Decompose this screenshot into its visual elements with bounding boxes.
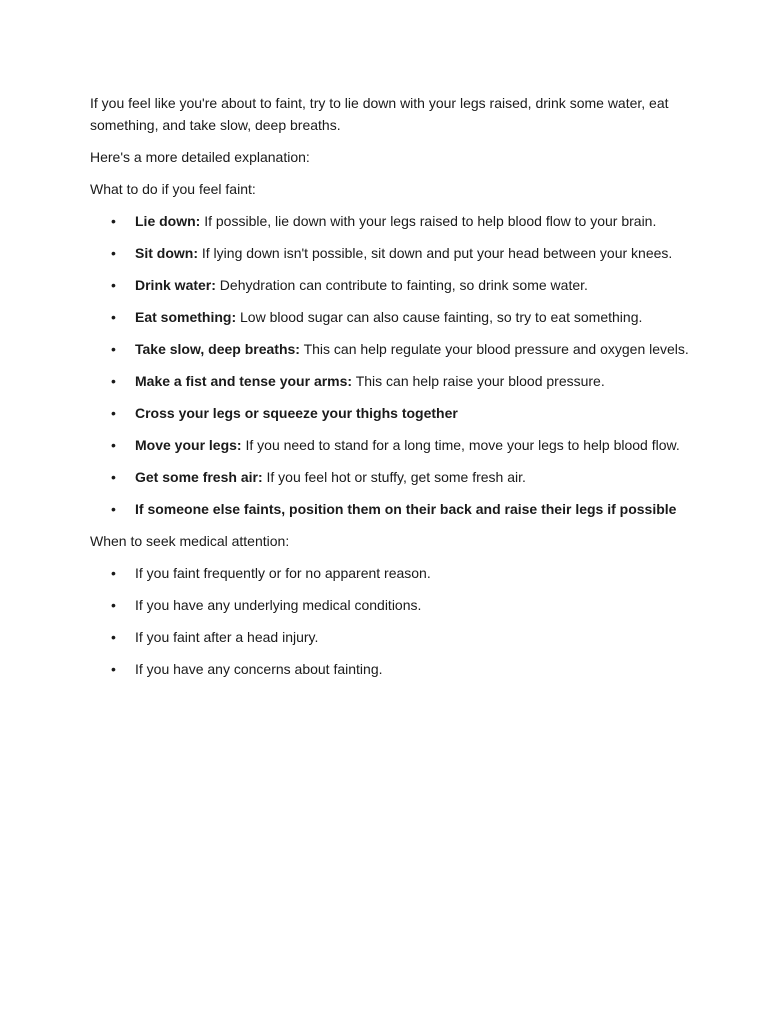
- bullet-icon: •: [111, 245, 116, 261]
- bullet-icon: •: [111, 309, 116, 325]
- bullet-icon: •: [111, 437, 116, 453]
- medical-section-heading: When to seek medical attention:: [90, 533, 290, 549]
- list-item: [90, 498, 690, 520]
- list-item: [90, 594, 690, 616]
- bullet-icon: •: [111, 501, 116, 517]
- intro-paragraph: If you feel like you're about to faint, try to lie down with your legs raised, drink some water, eat something, and take slow, deep breaths.: [90, 95, 669, 133]
- bullet-icon: •: [111, 661, 116, 677]
- item-term: Cross your legs or squeeze your thighs together: [135, 405, 458, 421]
- item-text: If you need to stand for a long time, move your legs to help blood flow.: [241, 437, 680, 453]
- bullet-icon: •: [111, 277, 116, 293]
- item-term: Take slow, deep breaths:: [135, 341, 300, 357]
- item-text: Dehydration can contribute to fainting, so drink some water.: [215, 277, 588, 293]
- list-item: [90, 242, 690, 264]
- item-text: If lying down isn't possible, sit down and put your head between your knees.: [198, 245, 673, 261]
- item-text: If you feel hot or stuffy, get some fresh air.: [262, 469, 526, 485]
- list-item: [90, 562, 690, 584]
- item-text: Low blood sugar can also cause fainting, so try to eat something.: [236, 309, 643, 325]
- item-text: This can help regulate your blood pressure and oxygen levels.: [299, 341, 689, 357]
- item-text: This can help raise your blood pressure.: [352, 373, 605, 389]
- item-text: If possible, lie down with your legs raised to help blood flow to your brain.: [200, 213, 657, 229]
- bullet-icon: •: [111, 469, 116, 485]
- item-term: Get some fresh air:: [135, 469, 263, 485]
- list-item: [90, 306, 690, 328]
- item-text: If you have any concerns about fainting.: [135, 661, 383, 677]
- item-term: Sit down:: [135, 245, 198, 261]
- list-item: [90, 626, 690, 648]
- bullet-icon: •: [111, 565, 116, 581]
- bullet-icon: •: [111, 629, 116, 645]
- document-page: [90, 92, 690, 690]
- bullet-icon: •: [111, 213, 116, 229]
- list-item: [90, 210, 690, 232]
- bullet-icon: •: [111, 597, 116, 613]
- item-text: If you faint after a head injury.: [135, 629, 319, 645]
- explanation-heading: Here's a more detailed explanation:: [90, 149, 310, 165]
- list-item: [90, 274, 690, 296]
- faint-section-heading: What to do if you feel faint:: [90, 181, 256, 197]
- list-item: [90, 466, 690, 488]
- list-item: [90, 370, 690, 392]
- item-term: Lie down:: [135, 213, 201, 229]
- faint-steps-list: [90, 210, 690, 520]
- bullet-icon: •: [111, 341, 116, 357]
- list-item: [90, 338, 690, 360]
- list-item: [90, 658, 690, 680]
- item-term: Drink water:: [135, 277, 216, 293]
- item-term: Move your legs:: [135, 437, 242, 453]
- item-term: Make a fist and tense your arms:: [135, 373, 353, 389]
- list-item: [90, 434, 690, 456]
- item-text: If you have any underlying medical conditions.: [135, 597, 422, 613]
- bullet-icon: •: [111, 405, 116, 421]
- item-term: If someone else faints, position them on their back and raise their legs if possible: [135, 501, 677, 517]
- item-text: If you faint frequently or for no apparent reason.: [135, 565, 431, 581]
- item-term: Eat something:: [135, 309, 237, 325]
- list-item: [90, 402, 690, 424]
- bullet-icon: •: [111, 373, 116, 389]
- medical-list: [90, 562, 690, 680]
